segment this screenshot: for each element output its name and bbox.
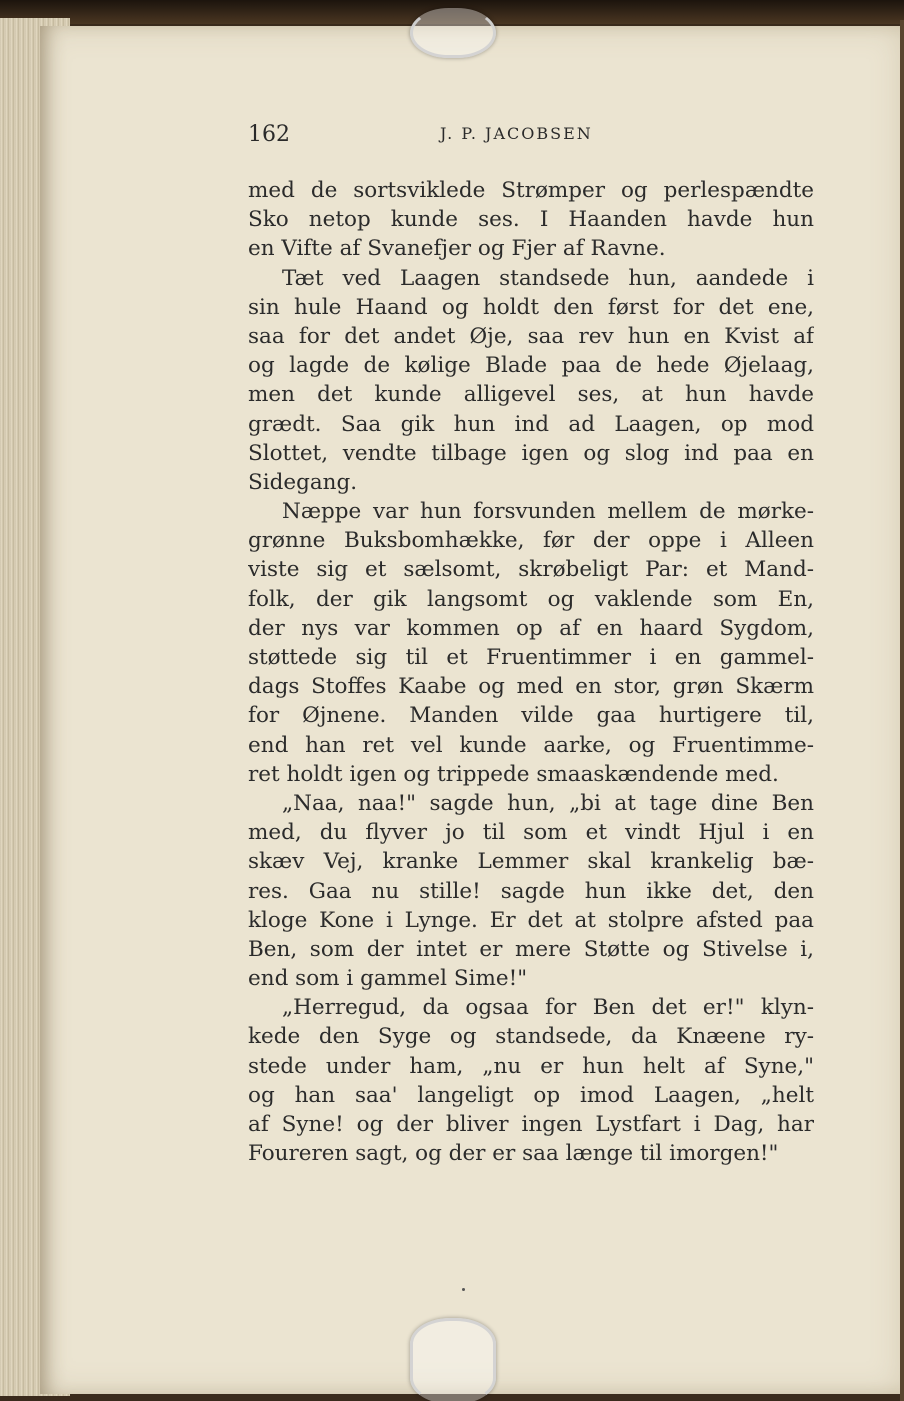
text-line: en Vifte af Svanefjer og Fjer af Ravne. [248,236,666,262]
right-page-edge [900,20,904,1401]
text-line: af Syne! og der bliver ingen Lystfart i Dag, har [248,1112,814,1137]
text-line: folk, der gik langsomt og vaklende som En, [248,586,814,612]
text-line: end han ret vel kunde aarke, og Fruentimme- [248,732,814,758]
text-line: saa for det andet Øje, saa rev hun en Kvist af [248,323,814,349]
page-clip-top [410,8,496,58]
text-line: skæv Vej, kranke Lemmer skal krankelig bæ- [248,849,814,875]
text-line: ret holdt igen og trippede smaaskændende med. [248,761,779,787]
text-line: end som i gammel Sime!" [248,966,528,992]
text-line: og lagde de kølige Blade paa de hede Øjelaag, [248,353,814,379]
text-line: Sko netop kunde ses. I Haanden havde hun [248,207,814,233]
running-head: J. P. JACOBSEN [440,124,593,143]
text-line: stede under ham, „nu er hun helt af Syne," [248,1053,814,1079]
text-line: men det kunde alligevel ses, at hun havde [248,382,814,408]
text-line: Ben, som der intet er mere Støtte og Stivelse i, [248,936,814,962]
page-number: 162 [248,122,290,147]
page-clip-bottom [410,1318,496,1401]
text-line: res. Gaa nu stille! sagde hun ikke det, den [248,878,814,904]
text-line: grønne Buksbomhække, før der oppe i Alleen [248,528,814,554]
text-line: Næppe var hun forsvunden mellem de mørke- [282,499,814,525]
text-line: kede den Syge og standsede, da Knæene ry- [248,1024,814,1050]
text-line: og han saa' langeligt op imod Laagen, „helt [248,1082,814,1108]
text-line: viste sig et sælsomt, skrøbeligt Par: et Mand- [248,557,814,583]
text-line: Slottet, vendte tilbage igen og slog ind paa en [248,440,814,466]
text-line: kloge Kone i Lynge. Er det at stolpre afsted paa [248,907,814,933]
text-line: sin hule Haand og holdt den først for det ene, [248,294,814,320]
page-header [248,122,818,152]
text-line: grædt. Saa gik hun ind ad Laagen, op mod [248,411,814,437]
text-line: Foureren sagt, og der er saa længe til imorgen!" [248,1141,779,1167]
text-line: med, du flyver jo til som et vindt Hjul i en [248,820,814,846]
text-line: „Naa, naa!" sagde hun, „bi at tage dine Ben [282,790,814,816]
text-line: der nys var kommen op af en haard Sygdom, [248,615,814,641]
text-line: Sidegang. [248,469,358,495]
body-text [248,176,814,1168]
text-line: Tæt ved Laagen standsede hun, aandede i [282,265,814,291]
text-line: for Øjnene. Manden vilde gaa hurtigere til, [248,703,814,729]
text-line: „Herregud, da ogsaa for Ben det er!" klyn- [282,995,814,1021]
print-speck [462,1288,465,1291]
text-line: dags Stoffes Kaabe og med en stor, grøn Skærm [248,674,814,700]
text-line: støttede sig til et Fruentimmer i en gammel- [248,645,814,670]
text-line: med de sortsviklede Strømper og perlespændte [248,178,814,203]
